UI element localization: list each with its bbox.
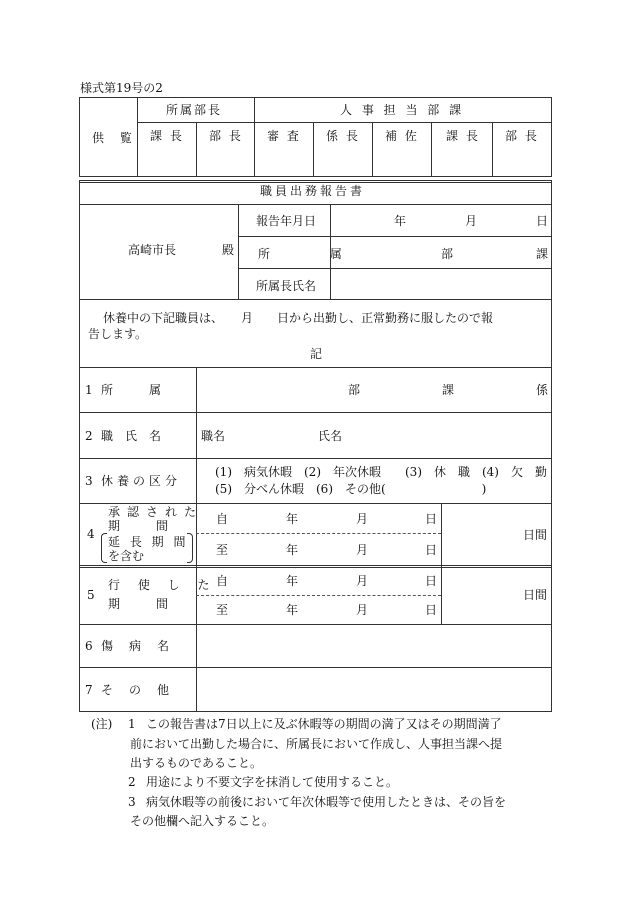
note1-line-1: この報告書は7日以上に及ぶ休暇等の期間の満了又はその期間満了 xyxy=(146,717,502,731)
approval-col-4: 係 長 xyxy=(326,129,360,143)
row7-label: そ の 他 xyxy=(101,683,172,697)
row3-label: 休養の区分 xyxy=(101,474,182,488)
row2-title-label: 職名 xyxy=(201,429,226,443)
head-name-label: 所属長氏名 xyxy=(256,279,317,293)
row3-options-line-1: (1) 病気休暇 (2) 年次休暇 (3) 休 職 (4) 欠 勤 xyxy=(215,465,547,479)
row5-days: 日間 xyxy=(523,588,548,602)
row5-from-year: 年 xyxy=(286,574,299,588)
row2-name-label: 氏名 xyxy=(318,429,343,443)
row5-from-day: 日 xyxy=(425,574,438,588)
row4-sub-line-1: 延 長 期 間 xyxy=(108,535,189,549)
report-date-label: 報告年月日 xyxy=(256,214,317,228)
note3-line-2: その他欄へ記入すること。 xyxy=(130,814,275,828)
row6-label: 傷 病 名 xyxy=(101,639,172,653)
row4-bracket-left xyxy=(101,533,107,563)
report-date-year: 年 xyxy=(394,214,407,228)
row5-label-line-2: 期 間 xyxy=(108,597,169,611)
dept-label: 所 属 xyxy=(258,247,370,261)
row4-label-line-1: 承認された xyxy=(108,505,204,519)
row4-from-month: 月 xyxy=(356,512,369,526)
statement-ki: 記 xyxy=(310,347,323,361)
note3-line-1: 病気休暇等の前後において年次休暇等で使用したときは、その旨を xyxy=(146,795,507,809)
row4-label-line-2: 期 間 xyxy=(108,519,169,533)
row5-from-month: 月 xyxy=(356,574,369,588)
row5-to-month: 月 xyxy=(356,603,369,617)
row1-unit-kakari: 係 xyxy=(536,383,549,397)
row2-label: 職 氏 名 xyxy=(101,429,162,443)
row4-days: 日間 xyxy=(523,528,548,542)
row4-to-year: 年 xyxy=(286,543,299,557)
note1-num: 1 xyxy=(128,717,136,731)
report-date-month: 月 xyxy=(465,214,478,228)
approval-group-jinji: 人 事 担 当 部 課 xyxy=(340,103,465,117)
row1-unit-ka: 課 xyxy=(442,383,455,397)
form-number: 様式第19号の2 xyxy=(80,81,163,95)
row4-sub-line-2: を含む xyxy=(108,549,145,563)
row2-num: 2 xyxy=(85,429,93,443)
row4-from-day: 日 xyxy=(425,512,438,526)
row3-num: 3 xyxy=(85,474,93,488)
note2-line-1: 用途により不要文字を抹消して使用すること。 xyxy=(146,775,399,789)
addressee-name: 高崎市長 xyxy=(128,243,177,257)
row1-label: 所 属 xyxy=(101,383,162,397)
approval-col-3: 審 査 xyxy=(267,129,301,143)
row5-to: 至 xyxy=(216,603,229,617)
row5-from: 自 xyxy=(216,574,229,588)
row4-to: 至 xyxy=(216,543,229,557)
dept-unit-ka: 課 xyxy=(536,247,549,261)
row5-to-day: 日 xyxy=(425,603,438,617)
approval-label: 供 覧 xyxy=(92,131,138,145)
approval-col-7: 部 長 xyxy=(505,129,539,143)
row1-unit-bu: 部 xyxy=(348,383,361,397)
approval-col-6: 課 長 xyxy=(446,129,480,143)
row1-num: 1 xyxy=(85,383,93,397)
row4-to-day: 日 xyxy=(425,543,438,557)
note3-num: 3 xyxy=(128,795,136,809)
note1-line-3: 出するものであること。 xyxy=(130,756,263,770)
row7-num: 7 xyxy=(85,683,93,697)
addressee-honorific: 殿 xyxy=(222,243,235,257)
row4-bracket-right xyxy=(187,533,193,563)
statement-line-1: 休養中の下記職員は、 月 日から出勤し、正常勤務に服したので報 xyxy=(103,311,494,325)
row4-to-month: 月 xyxy=(356,543,369,557)
report-date-day: 日 xyxy=(536,214,549,228)
notes-prefix: (注) xyxy=(91,717,113,731)
row4-num: 4 xyxy=(87,527,95,541)
row5-label-line-1: 行 使 し た xyxy=(108,578,217,592)
dept-unit-bu: 部 xyxy=(441,247,454,261)
row4-from: 自 xyxy=(216,512,229,526)
note1-line-2: 前において出勤した場合に、所属長において作成し、人事担当課へ提 xyxy=(130,737,503,751)
row3-options-line-2: (5) 分べん休暇 (6) その他( ) xyxy=(215,482,487,496)
approval-group-shozoku: 所属部長 xyxy=(166,103,223,117)
statement-line-2: 告します。 xyxy=(88,327,148,341)
row4-from-year: 年 xyxy=(286,512,299,526)
approval-col-1: 課 長 xyxy=(150,129,184,143)
note2-num: 2 xyxy=(128,775,136,789)
row5-num: 5 xyxy=(87,588,95,602)
approval-col-2: 部 長 xyxy=(209,129,243,143)
approval-col-5: 補 佐 xyxy=(385,129,419,143)
row5-to-year: 年 xyxy=(286,603,299,617)
row6-num: 6 xyxy=(85,639,93,653)
form-title: 職員出務報告書 xyxy=(260,184,366,198)
